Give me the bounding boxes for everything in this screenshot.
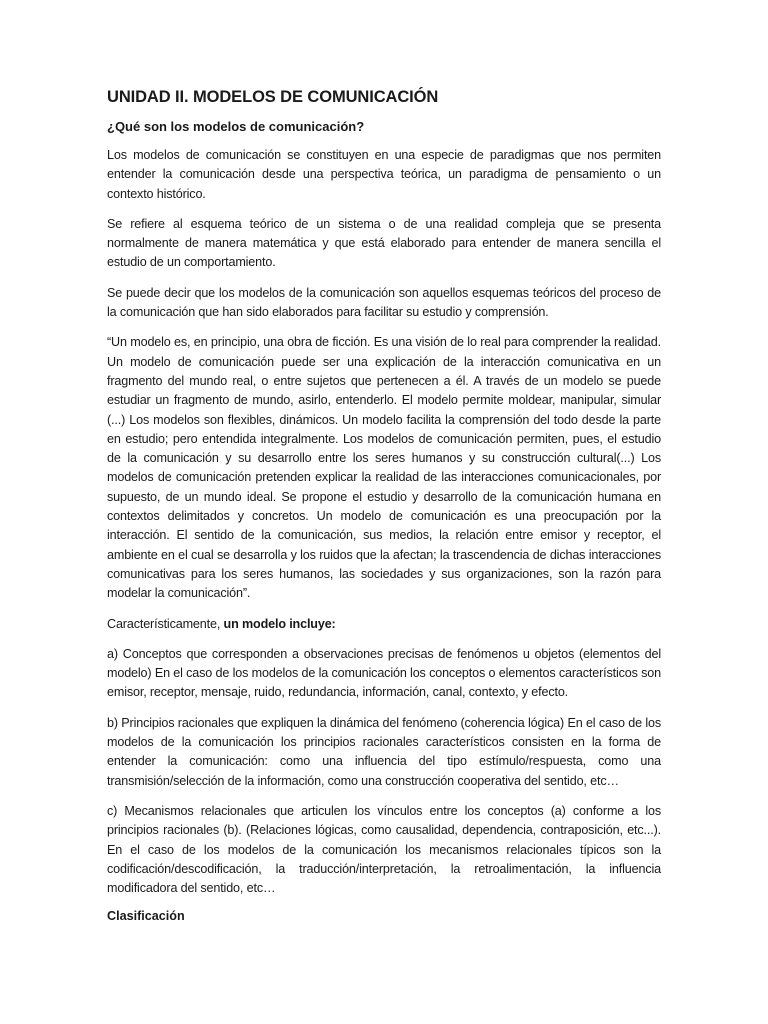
intro-lead: Característicamente, [107, 616, 224, 631]
list-item-c: c) Mecanismos relacionales que articulen los vínculos entre los conceptos (a) conforme a los principios racionales (b). (Relaciones lógicas, como causalidad, dependencia, contraposición, etc...). En el caso de los modelos de la comunicación los mecanismos relacionales típicos son la codificación/descodificación, la traducción/interpretación, la retroalimentación, la influencia modificadora del sentido, etc… [107, 803, 661, 896]
paragraph-1: Los modelos de comunicación se constituyen en una especie de paradigmas que nos permiten entender la comunicación desde una perspectiva teórica, un paradigma de pensamiento o un contexto histórico. [107, 148, 661, 201]
section-heading: Clasificación [107, 909, 185, 924]
list-item-b: b) Principios racionales que expliquen la dinámica del fenómeno (coherencia lógica) En el caso de los modelos de la comunicación los principios racionales característicos consisten en la forma de entender la comunicación: como una influencia del tipo estímulo/respuesta, como una transmisión/selección de la información, como una construcción cooperativa del sentido, etc… [107, 715, 661, 788]
paragraph-2: Se refiere al esquema teórico de un sistema o de una realidad compleja que se presenta normalmente de manera matemática y que está elaborado para entender de manera sencilla el estudio de un comportamiento. [107, 216, 661, 270]
document-page [107, 88, 661, 923]
paragraph-3: Se puede decir que los modelos de la comunicación son aquellos esquemas teóricos del proceso de la comunicación que han sido elaborados para facilitar su estudio y comprensión. [107, 285, 661, 320]
intro-line [107, 615, 661, 634]
document-title: UNIDAD II. MODELOS DE COMUNICACIÓN [107, 88, 439, 106]
list-item-a: a) Conceptos que corresponden a observaciones precisas de fenómenos u objetos (elementos del modelo) En el caso de los modelos de la comunicación los conceptos o elementos característicos son emisor, receptor, mensaje, ruido, redundancia, información, canal, contexto, y efecto. [107, 646, 661, 700]
document-subtitle: ¿Qué son los modelos de comunicación? [107, 119, 365, 134]
intro-bold: un modelo incluye: [223, 616, 336, 631]
paragraph-quote: “Un modelo es, en principio, una obra de ficción. Es una visión de lo real para comprender la realidad. Un modelo de comunicación puede ser una explicación de la interacción comunicativa en un fragmento del mundo real, o entre sujetos que pertenecen a él. A través de un modelo se puede estudiar un fragmento de mundo, asirlo, entenderlo. El modelo permite moldear, manipular, simular (...) Los modelos son flexibles, dinámicos. Un modelo facilita la comprensión del todo desde la parte en estudio; pero entendida integralmente. Los modelos de comunicación permiten, pues, el estudio de la comunicación y su desarrollo entre los seres humanos y su construcción cultural(...) Los modelos de comunicación pretenden explicar la realidad de las interacciones comunicacionales, por supuesto, de un mundo ideal. Se propone el estudio y desarrollo de la comunicación humana en contextos delimitados y concretos. Un modelo de comunicación es una preocupación por la interacción. El sentido de la comunicación, sus medios, la relación entre emisor y receptor, el ambiente en el cual se desarrolla y los ruidos que la afectan; la trascendencia de dichas interacciones comunicativas para los seres humanos, las sociedades y sus organizaciones, son la razón para modelar la comunicación”. [107, 335, 661, 601]
